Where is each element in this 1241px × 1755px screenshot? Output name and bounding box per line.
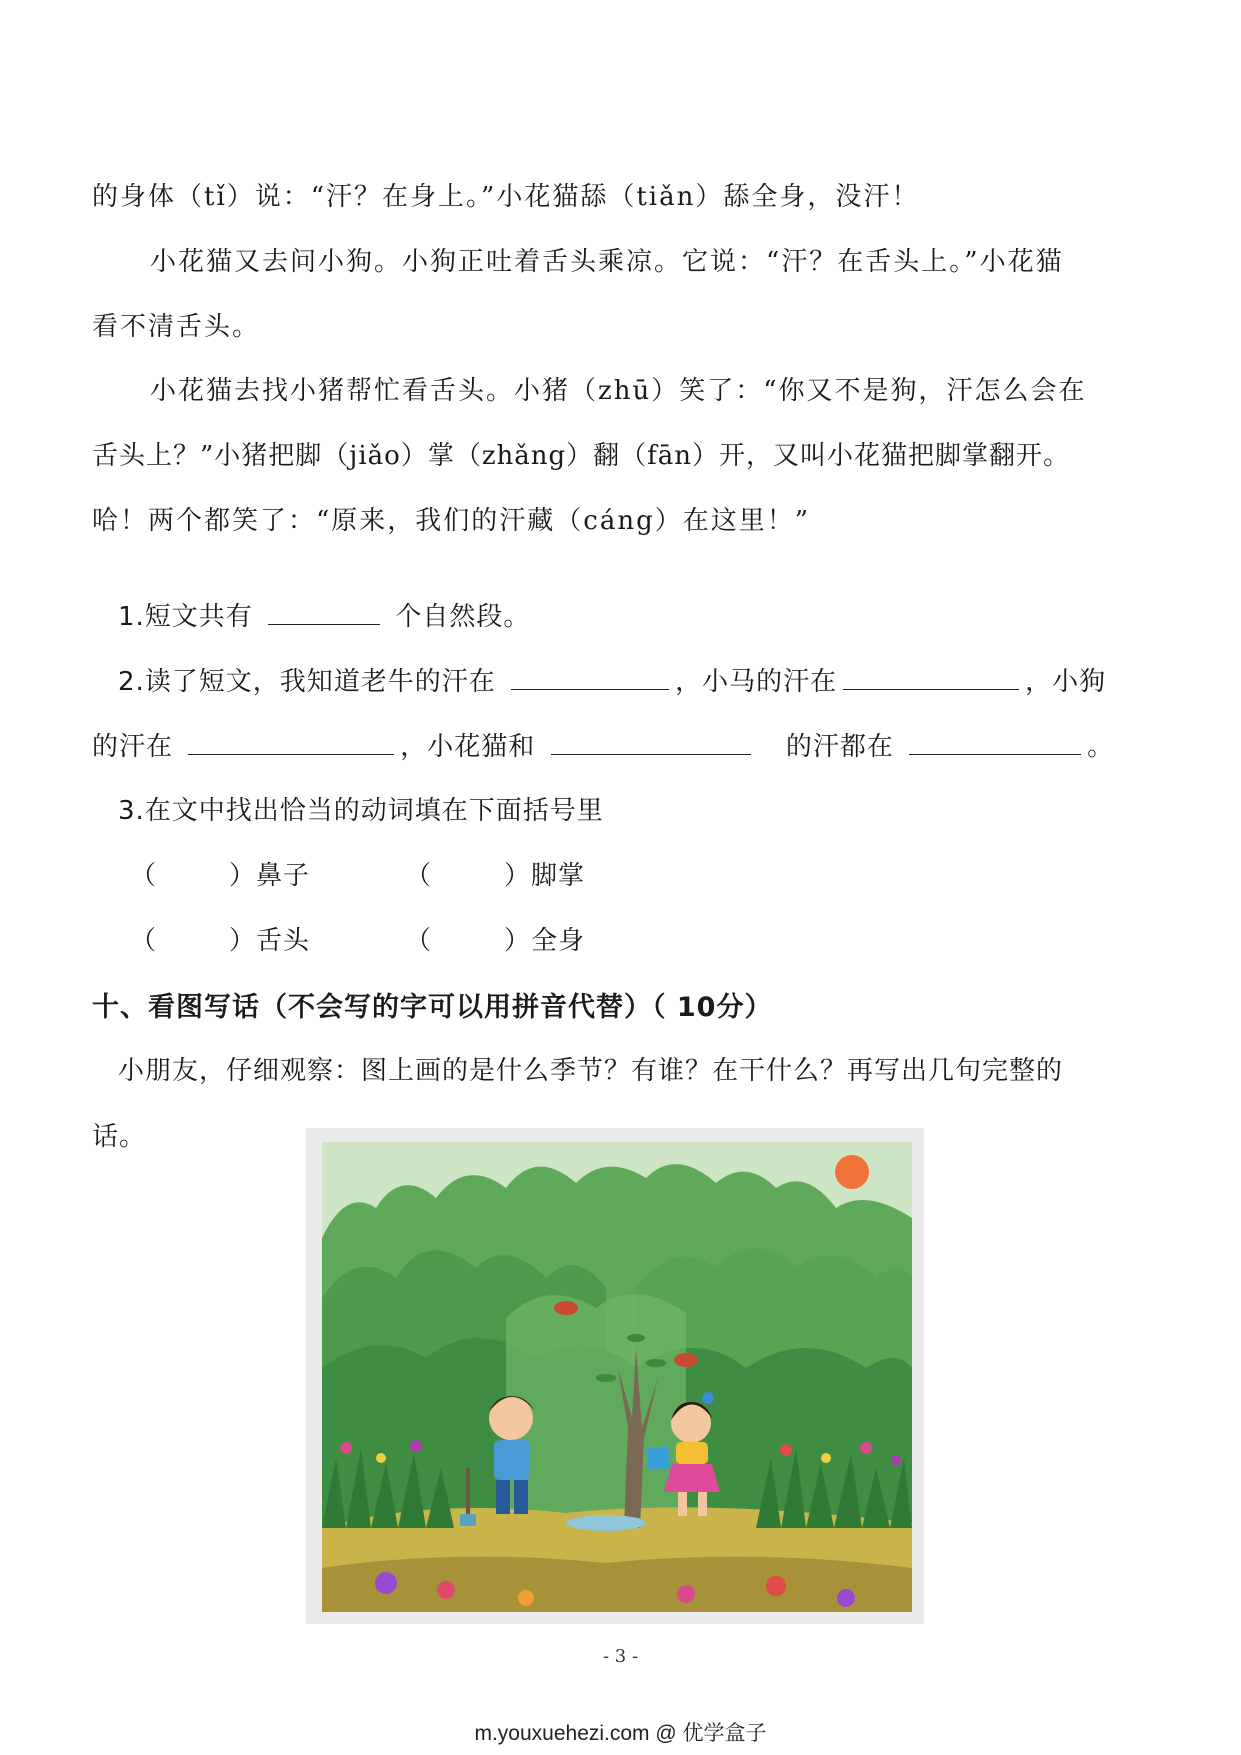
section-10-instruction-2: 话。 — [92, 1122, 147, 1152]
question-2-mid2: ，小狗 — [1025, 667, 1107, 697]
question-2-blank-ox[interactable] — [511, 667, 669, 690]
question-2-line2-mid: ，小花猫和 — [400, 732, 536, 762]
verb-pair-1-open: （ — [130, 861, 158, 891]
passage-line-6: 哈！两个都笑了：“原来，我们的汗藏（cáng）在这里！” — [92, 506, 811, 536]
section-10-instruction-1: 小朋友，仔细观察：图上画的是什么季节？有谁？在干什么？再写出几句完整的 — [118, 1056, 1064, 1086]
verb-pair-4 — [405, 920, 585, 957]
section-10-heading: 十、看图写话（不会写的字可以用拼音代替）（ 10分） — [92, 992, 773, 1023]
verb-pair-3-close: ） — [229, 926, 257, 956]
sun-icon — [835, 1155, 869, 1189]
passage-line-1: 的身体（tǐ）说：“汗？在身上。”小花猫舔（tiǎn）舔全身，没汗！ — [92, 182, 920, 212]
question-2-blank-cat-and[interactable] — [551, 732, 751, 755]
question-2-line-1 — [118, 661, 1106, 698]
question-2-line2-end: 。 — [1087, 732, 1115, 762]
verb-pair-4-open: （ — [405, 926, 433, 956]
page-number: - 3 - — [602, 1646, 639, 1667]
passage-line-4: 小花猫去找小猪帮忙看舌头。小猪（zhū）笑了：“你又不是狗，汗怎么会在 — [150, 376, 1087, 406]
verb-pair-2-close: ） — [504, 861, 532, 891]
verb-pair-3 — [130, 920, 310, 957]
question-1-prefix: 1.短文共有 — [118, 602, 253, 632]
question-2-line2-prefix: 的汗在 — [92, 732, 174, 762]
bird-icon — [554, 1301, 578, 1315]
verb-pair-1-word: 鼻子 — [256, 861, 311, 891]
question-2-blank-all[interactable] — [909, 732, 1081, 755]
passage-line-5: 舌头上？”小猪把脚（jiǎo）掌（zhǎng）翻（fān）开，又叫小花猫把脚掌翻开。 — [92, 441, 1071, 471]
illustration-svg — [306, 1128, 924, 1624]
question-2-mid1: ，小马的汗在 — [675, 667, 838, 697]
bird-icon — [674, 1353, 698, 1367]
verb-pair-2-word: 脚掌 — [531, 861, 586, 891]
spring-illustration — [306, 1128, 924, 1624]
question-2-prefix: 2.读了短文，我知道老牛的汗在 — [118, 667, 496, 697]
verb-pair-4-close: ） — [504, 926, 532, 956]
verb-pair-3-open: （ — [130, 926, 158, 956]
question-1-suffix: 个自然段。 — [395, 602, 531, 632]
passage-line-2: 小花猫又去问小狗。小狗正吐着舌头乘凉。它说：“汗？在舌头上。”小花猫 — [150, 247, 1064, 277]
verb-pair-3-word: 舌头 — [256, 926, 311, 956]
passage-line-3: 看不清舌头。 — [92, 312, 261, 342]
verb-pair-2 — [405, 855, 585, 892]
verb-pair-1-close: ） — [229, 861, 257, 891]
question-3: 3.在文中找出恰当的动词填在下面括号里 — [118, 796, 604, 826]
question-1-blank[interactable] — [268, 602, 380, 625]
footer-watermark[interactable]: m.youxuehezi.com @ 优学盒子 — [474, 1722, 767, 1745]
question-2-blank-dog[interactable] — [188, 732, 394, 755]
verb-pair-1 — [130, 855, 310, 892]
verb-pair-4-word: 全身 — [531, 926, 586, 956]
question-2-line2-mid2: 的汗都在 — [785, 732, 894, 762]
question-1 — [118, 596, 530, 633]
question-2-line-2 — [92, 726, 1114, 763]
verb-pair-2-open: （ — [405, 861, 433, 891]
question-2-blank-horse[interactable] — [843, 667, 1019, 690]
